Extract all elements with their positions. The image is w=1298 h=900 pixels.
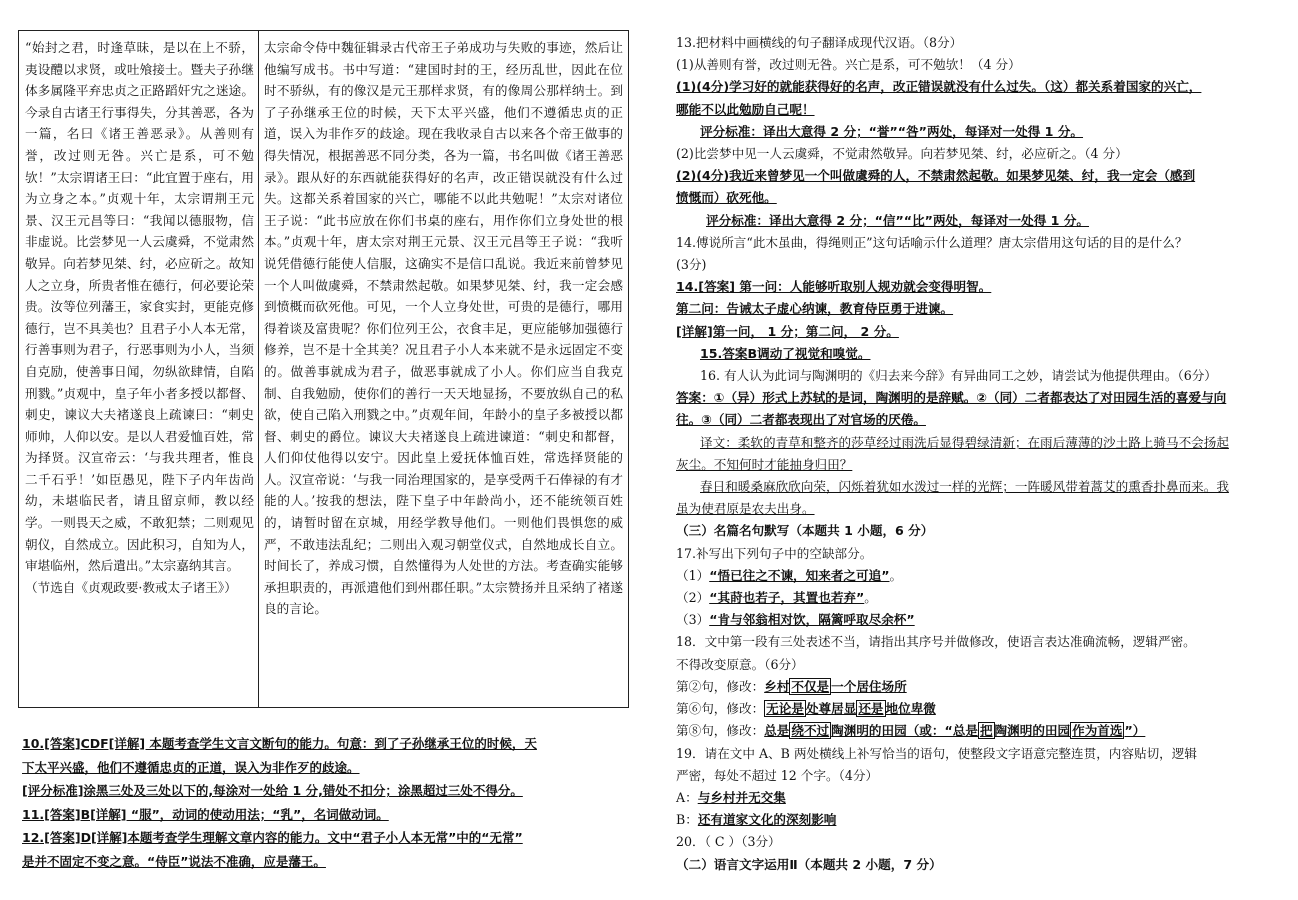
q16-question: 16. 有人认为此词与陶渊明的《归去来今辞》有异曲同工之妙，请尝试为他提供理由。（6分）: [700, 368, 1217, 384]
q17-1-number: （1）: [676, 567, 710, 583]
q14-answer-line1: 14.[答案] 第一问：人能够听取别人规劝就会变得明智。: [676, 279, 992, 295]
q18-fix-1-part2: 一个居住场所: [831, 678, 907, 694]
q13-question: 13.把材料中画横线的句子翻译成现代汉语。（8分）: [676, 35, 963, 50]
q18-fix-3-part1: 总是: [764, 723, 790, 739]
source-note: （节选自《贞观政要·教戒太子诸王》）: [25, 579, 237, 595]
q18-fix-2-part1: 处尊居显: [805, 701, 857, 717]
q16-answer-line2: 往。③（同）二者都表现出了对官场的厌倦。: [676, 412, 926, 428]
q18-fix-3-part2: 陶渊明的田园（或：“总是: [831, 723, 978, 739]
q13-2-scoring: 评分标准：译出大意得 2 分；“信”“比”两处，每译对一处得 1 分。: [706, 212, 1090, 228]
q18-fix-2-label: 第⑥句，修改：: [676, 701, 765, 717]
q13-2-answer-line1: (2)(4分)我近来曾梦见一个叫做虞舜的人，不禁肃然起敬。如果梦见桀、纣，我一定会（感到: [676, 168, 1196, 184]
q18-question-line2: 不得改变原意。（6分）: [676, 656, 804, 672]
q13-2-answer-line2: 愤慨而）砍死他。: [676, 190, 777, 206]
q12-answer-line1: 12.[答案]D[详解]本题考查学生理解文章内容的能力。文中“君子小人本无常”中的“无常”: [22, 830, 523, 845]
q18-fix-3-part3: 陶渊明的田园: [994, 723, 1071, 739]
q19-b-text: 还有道家文化的深刻影响: [697, 812, 837, 828]
answers-13-20: [676, 32, 1276, 876]
q17-3-text: “肯与邻翁相对饮，隔篱呼取尽余杯”: [709, 612, 915, 628]
q18-fix-2-boxed2: 还是: [858, 701, 884, 717]
q19-question-line2: 严密，每处不超过 12 个字。（4分）: [676, 767, 879, 783]
q14-question-line1: 14.傅说所言“此木虽曲，得绳则正”这句话喻示什么道理？唐太宗借用这句话的目的是什么？: [676, 234, 1188, 250]
section-2-heading: （二）语言文字运用Ⅱ（本题共 2 小题，7 分）: [676, 856, 942, 872]
q18-fix-3-boxed3: 作为首选: [1072, 723, 1123, 739]
q19-answer-b: [676, 809, 1276, 831]
q18-fix-1-label: 第②句，修改：: [676, 678, 765, 694]
q18-question-line1: 18．文中第一段有三处表述不当，请指出其序号并做修改，使语言表达准确流畅，逻辑严密。: [676, 634, 1196, 650]
original-text-cell: [19, 31, 259, 707]
q17-2-number: （2）: [676, 590, 710, 606]
q19-answer-a: [676, 787, 1276, 809]
q12-answer-line2: 是并不固定不变之意。“侍臣”说法不准确，应是藩王。: [22, 853, 326, 869]
q16-answer-line1: 答案：①（异）形式上苏轼的是词，陶渊明的是辞赋。②（同）二者都表达了对田园生活的喜爱与向: [676, 390, 1227, 406]
q13-1-answer-line2: 哪能不以此勉励自己呢！: [676, 101, 815, 117]
q18-fix-3-label: 第⑧句，修改：: [676, 723, 765, 739]
q17-1-end: 。: [889, 567, 903, 583]
q18-fix-3-boxed2: 把: [979, 723, 993, 739]
q10-answer-line1: 10.[答案]CDF[详解] 本题考查学生文言文断句的能力。句意：到了子孙继承王位的时候，天: [22, 736, 537, 751]
q18-fix-2: [676, 698, 1276, 720]
q14-question-line2: (3分): [676, 257, 707, 273]
q17-2-end: 。: [864, 590, 877, 606]
q18-fix-2-boxed1: 无论是: [766, 701, 804, 717]
passage-table: [18, 30, 629, 708]
q18-fix-3-boxed1: 绕不过: [791, 723, 830, 739]
q18-fix-3-end: ”）: [1124, 723, 1146, 739]
q19-question-line1: 19．请在文中 A、B 两处横线上补写恰当的语句，使整段文字语意完整连贯，内容贴切，逻辑: [676, 745, 1197, 761]
q17-2-answer: [676, 587, 1276, 609]
q17-1-text: “悟已往之不谏，知来者之可追”: [709, 567, 890, 583]
q16-translation-line4: 虽为使君原是农夫出身。: [676, 501, 815, 517]
q13-1-question: (1)从善则有誉，改过则无咎。兴亡是系，可不勉欤！（4 分）: [676, 57, 1021, 73]
q18-fix-1: [676, 676, 1276, 698]
section-3-heading: （三）名篇名句默写（本题共 1 小题，6 分）: [676, 523, 934, 539]
q17-3-answer: [676, 609, 1276, 631]
q16-translation-line1: 译文：柔软的青草和整齐的莎草经过雨洗后显得碧绿清新；在雨后薄薄的沙土路上骑马不会扬起: [700, 434, 1229, 450]
translation-cell: [259, 31, 628, 707]
q17-question: 17.补写出下列句子中的空缺部分。: [676, 545, 873, 561]
q13-1-scoring: 评分标准：译出大意得 2 分；“誉”“咎”两处，每译对一处得 1 分。: [700, 123, 1084, 139]
q10-scoring: [评分标准]涂黑三处及三处以下的,每涂对一处给 1 分,错处不扣分；涂黑超过三处不得分。: [22, 783, 523, 798]
q18-fix-2-part2: 地位卑微: [885, 701, 936, 717]
q16-translation-line3: 春日和暖桑麻欣欣向荣，闪烁着犹如水泼过一样的光辉；一阵暖风带着蒿艾的熏香扑鼻而来。我: [700, 479, 1229, 495]
q13-2-question: (2)比尝梦中见一人云虞舜，不觉肃然敬异。向若梦见桀、纣，必应斫之。（4 分）: [676, 146, 1128, 162]
q17-2-text: “其莳也若子，其置也若弃”: [709, 590, 865, 606]
q18-fix-1-boxed: 不仅是: [791, 678, 830, 694]
q17-1-answer: [676, 565, 1276, 587]
original-text: “始封之君，时逢草昧，是以在上不骄，夷设醴以求贤，或吐飧接士。暨夫子孙继体多属隆平弃忠贞之正路蹈奸宄之迷途。今录自古诸王行事得失，分其善恶，各为一篇，名曰《诸王善恶录》。从善则有誉，改过则无咎。兴亡是系，可不勉欤！”太宗谓诸王曰：“此宜置于座右，用为立身之本。”贞观十年，太宗谓荆王元景、汉王元昌等曰：“我闻以德服物，信非虚说。比尝梦见一人云虞舜，不觉肃然敬异。向若梦见桀、纣，必应斫之。故知人之立身，所贵者惟在德行，何必要论荣贵。汝等位列藩王，家食实封，更能克修德行，岂不具美也？且君子小人本无常，行善事则为君子，行恶事则为小人，当须自克励，使善事日闻，勿纵欲肆情，自陷刑戮。”贞观中，皇子年小者多授以都督、刺史，谏议大夫褚遂良上疏谏曰：“刺史师帅，人仰以安。是以人君爱恤百姓，常为择贤。汉宣帝云：‘与我共理者，惟良二千石乎！’如臣愚见，陛下子内年齿尚幼，未堪临民者，请且留京师，教以经学。一则畏天之威，不敢犯禁；二则观见朝仪，自然成立。因此积习，自知为人，审堪临州，然后遣出。”太宗嘉纳其言。: [25, 40, 254, 574]
q17-3-number: （3）: [676, 612, 710, 628]
q20-answer: 20．（ C ）（3分）: [676, 834, 781, 850]
q10-answer-line2: 下太平兴盛，他们不遵循忠贞的正道，误入为非作歹的歧途。: [22, 759, 360, 775]
answers-10-12: [22, 732, 627, 873]
q19-a-label: A：: [676, 789, 698, 805]
q19-a-text: 与乡村并无交集: [697, 789, 786, 805]
q18-fix-3: [676, 720, 1276, 742]
q13-1-answer-line1: (1)(4分)学习好的就能获得好的名声，改正错误就没有什么过失。（这）都关系着国家的兴亡，: [676, 79, 1202, 95]
q16-translation-line2: 灰尘。不知何时才能抽身归田？: [676, 456, 853, 472]
q18-fix-1-part1: 乡村: [764, 678, 790, 694]
q15-answer: 15.答案B调动了视觉和嗅觉。: [700, 345, 871, 361]
q19-b-label: B：: [676, 812, 698, 828]
q14-detail: [详解]第一问， 1 分；第二问， 2 分。: [676, 323, 899, 339]
q14-answer-line2: 第二问：告诫太子虚心纳谏，教育侍臣勇于进谏。: [676, 301, 954, 317]
q11-answer: 11.[答案]B[详解] “服”，动词的使动用法；“乳”，名词做动词。: [22, 806, 389, 822]
translation-text: 太宗命令侍中魏征辑录古代帝王子弟成功与失败的事迹，然后让他编写成书。书中写道：“建国时封的王，经历乱世，因此在位时不骄纵，有的像汉是元王那样求贤，有的像周公那样纳士。到了子孙继承王位的时候，天下太平兴盛，他们不遵循忠贞的正道，误入为非作歹的歧途。现在我收录自古以来各个帝王做事的得失情况，根据善恶不同分类，各为一篇，书名叫做《诸王善恶录》。跟从好的东西就能获得好的名声，改正错误就没有什么过失。这都关系着国家的兴亡，哪能不以此共勉呢！”太宗对诸位王子说：“此书应放在你们书桌的座右，用作你们立身处世的根本。”贞观十年，唐太宗对荆王元景、汉王元昌等王子说：“我听说凭借德行能使人信服，这确实不是信口乱说。我近来前曾梦见一个人叫做虞舜，不禁肃然起敬。如果梦见桀、纣，我一定会感到愤概而砍死他。可见，一个人立身处世，可贵的是德行，哪用得着谈及富贵呢？你们位列王公，衣食丰足，更应能够加强德行修养，岂不是十全其美？况且君子小人本来就不是永远固定不变的。做善事就成为君子，做恶事就成了小人。你们应当自我克制、自我勉励，使你们的善行一天天地显扬，不要放纵自己的私欲，使自己陷入刑戮之中。”贞观年间，年龄小的皇子多被授以都督、刺史的爵位。谏议大夫褚遂良上疏进谏道：“刺史和都督，人们仰仗他得以安宁。因此皇上爱抚体恤百姓，常选择贤能的人。汉宣帝说：‘与我一同治理国家的，是享受两千石俸禄的有才能的人。’按我的想法，陛下皇子中年龄尚小，还不能统领百姓的，请暂时留在京城，用经学教导他们。一则他们畏惧您的威严，不敢违法乱纪；二则出入观习朝堂仪式，自然地成长自立。时间长了，养成习惯，自然懂得为人处世的方法。考查确实能够承担职责的，再派遣他们到州郡任职。”太宗赞扬并且采纳了褚遂良的言论。: [264, 40, 623, 617]
